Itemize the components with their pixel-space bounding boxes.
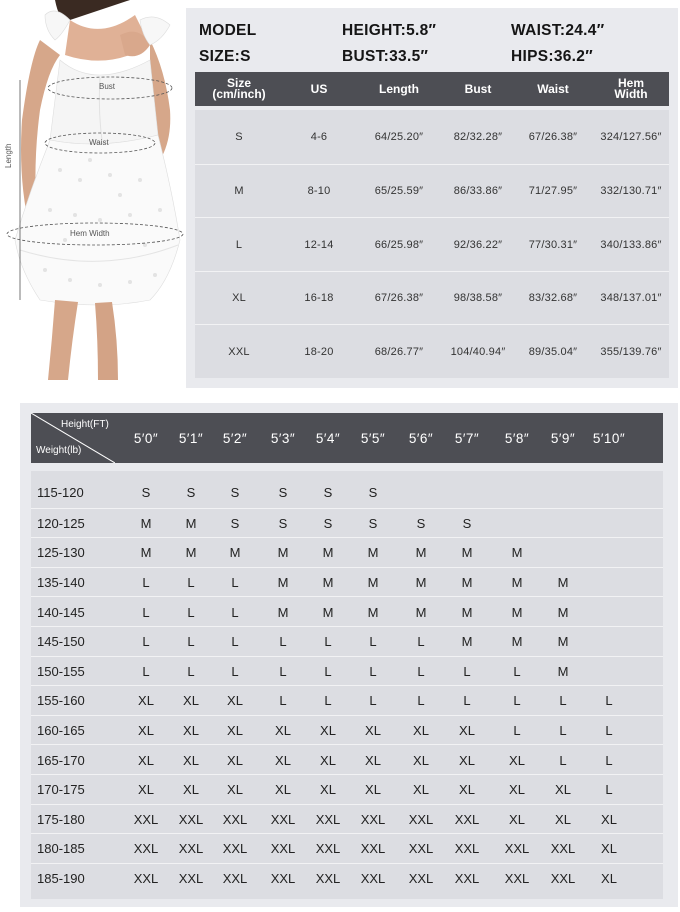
height-header-cell: 5′9″ <box>550 430 576 446</box>
recommended-size-cell <box>586 568 632 598</box>
recommended-size-cell: XL <box>138 693 154 709</box>
recommended-size-cell: L <box>605 782 613 798</box>
size-chart-row <box>195 324 669 377</box>
height-header-cell: 5′1″ <box>178 430 204 446</box>
recommended-size-cell: XXL <box>504 841 530 857</box>
recommended-size-cell: L <box>187 575 195 591</box>
recommended-size-cell: M <box>367 545 379 561</box>
recommended-size-cell: XL <box>509 782 525 798</box>
recommended-size-cell: XL <box>509 811 525 827</box>
model-hips: HIPS:36.2″ <box>511 48 593 65</box>
size-chart-cell: 98/38.58″ <box>453 292 503 304</box>
model-size: SIZE:S <box>199 48 251 65</box>
model-label: MODEL <box>199 22 257 39</box>
recommended-size-cell: XL <box>320 782 336 798</box>
recommended-size-cell: XL <box>138 752 154 768</box>
size-chart-cell: 83/32.68″ <box>528 292 578 304</box>
recommended-size-cell: XXL <box>133 811 159 827</box>
size-chart-cell: 67/26.38″ <box>528 130 578 143</box>
recommended-size-cell: M <box>415 575 427 591</box>
recommended-size-cell: XXL <box>550 841 576 857</box>
recommended-size-cell: L <box>279 634 287 650</box>
recommended-size-cell <box>540 478 586 508</box>
recommended-size-cell: M <box>461 604 473 620</box>
height-header-cell: 5′2″ <box>222 430 248 446</box>
size-chart-cell: 8-10 <box>307 185 331 197</box>
recommended-size-cell: L <box>417 663 425 679</box>
recommended-size-cell: M <box>557 634 569 650</box>
weight-range-cell: 135-140 <box>37 575 85 591</box>
size-chart-header <box>195 72 669 106</box>
size-chart-row <box>195 110 669 163</box>
recommended-size-cell: XXL <box>454 871 480 887</box>
recommended-size-cell: L <box>559 723 567 739</box>
height-axis-label: Height(FT) <box>61 419 109 430</box>
recommended-size-cell: XXL <box>408 871 434 887</box>
recommended-size-cell <box>398 478 444 508</box>
weight-axis-label: Weight(lb) <box>36 445 82 456</box>
recommendation-row <box>31 478 663 508</box>
model-photo <box>0 0 186 382</box>
recommended-size-cell: XL <box>413 782 429 798</box>
recommended-size-cell: L <box>187 634 195 650</box>
hem-measure-label: Hem Width <box>70 229 110 238</box>
recommendation-row <box>31 863 663 893</box>
recommended-size-cell: M <box>277 575 289 591</box>
recommended-size-cell: L <box>231 575 239 591</box>
recommended-size-cell: XL <box>183 723 199 739</box>
recommended-size-cell: XXL <box>222 841 248 857</box>
length-measure-label: Length <box>4 143 13 168</box>
recommended-size-cell: L <box>142 634 150 650</box>
recommendation-row <box>31 596 663 626</box>
weight-range-cell: 155-160 <box>37 693 85 709</box>
recommendation-row <box>31 567 663 597</box>
size-chart-cell: 92/36.22″ <box>453 238 503 251</box>
size-chart-cell: 77/30.31″ <box>528 238 578 251</box>
recommendation-row <box>31 626 663 656</box>
recommended-size-cell <box>540 538 586 568</box>
recommended-size-cell: XXL <box>315 871 341 887</box>
recommended-size-cell: XL <box>555 782 571 798</box>
height-header-cell: 5′0″ <box>133 430 159 446</box>
recommended-size-cell: M <box>185 545 197 561</box>
recommended-size-cell: M <box>511 545 523 561</box>
size-chart-cell: 340/133.86″ <box>600 238 662 251</box>
recommended-size-cell: XXL <box>178 841 204 857</box>
recommended-size-cell: XL <box>365 782 381 798</box>
size-chart-cell: L <box>235 238 243 251</box>
recommended-size-cell: S <box>278 485 288 501</box>
recommended-size-cell: L <box>605 723 613 739</box>
recommended-size-cell: XXL <box>315 811 341 827</box>
recommended-size-cell: M <box>322 604 334 620</box>
recommendation-row <box>31 656 663 686</box>
size-chart-cell: 355/139.76″ <box>600 345 662 358</box>
size-chart-cell: 71/27.95″ <box>528 185 578 197</box>
recommended-size-cell: S <box>278 515 288 531</box>
recommended-size-cell <box>586 538 632 568</box>
recommended-size-cell: L <box>463 693 471 709</box>
recommended-size-cell <box>586 478 632 508</box>
recommended-size-cell: XL <box>601 871 617 887</box>
weight-range-cell: 145-150 <box>37 634 85 650</box>
weight-range-cell: 115-120 <box>37 485 84 501</box>
recommendation-row <box>31 685 663 715</box>
recommended-size-cell: L <box>142 604 150 620</box>
recommended-size-cell: XXL <box>270 811 296 827</box>
recommendation-row <box>31 804 663 834</box>
weight-range-cell: 180-185 <box>37 841 85 857</box>
size-chart-cell: 66/25.98″ <box>374 238 424 251</box>
recommended-size-cell: L <box>513 663 521 679</box>
recommended-size-cell: L <box>142 575 150 591</box>
size-chart-row <box>195 164 669 217</box>
size-chart-header-cell: Bust <box>464 81 492 96</box>
recommended-size-cell: XXL <box>360 811 386 827</box>
recommended-size-cell: L <box>463 663 471 679</box>
recommended-size-cell: XL <box>227 723 243 739</box>
recommended-size-cell: XL <box>601 841 617 857</box>
size-chart-cell: 89/35.04″ <box>528 345 578 358</box>
recommended-size-cell: S <box>323 515 333 531</box>
weight-range-cell: 140-145 <box>37 604 85 620</box>
recommended-size-cell: L <box>605 752 613 768</box>
recommended-size-cell: M <box>322 545 334 561</box>
recommended-size-cell: XL <box>275 752 291 768</box>
recommended-size-cell: M <box>557 604 569 620</box>
recommended-size-cell: XXL <box>178 811 204 827</box>
recommended-size-cell: XL <box>459 723 475 739</box>
recommended-size-cell: L <box>231 604 239 620</box>
size-chart-cell: 104/40.94″ <box>450 345 506 358</box>
recommended-size-cell <box>586 657 632 687</box>
recommended-size-cell: S <box>416 515 426 531</box>
recommended-size-cell: L <box>417 693 425 709</box>
weight-range-cell: 175-180 <box>37 811 85 827</box>
recommended-size-cell: XXL <box>360 841 386 857</box>
recommended-size-cell: L <box>324 634 332 650</box>
recommended-size-cell: XL <box>555 811 571 827</box>
recommended-size-cell: L <box>513 723 521 739</box>
recommended-size-cell: L <box>417 634 425 650</box>
recommended-size-cell <box>494 509 540 539</box>
size-chart-cell: 65/25.59″ <box>374 185 424 197</box>
recommended-size-cell: XXL <box>315 841 341 857</box>
recommended-size-cell: S <box>230 515 240 531</box>
recommended-size-cell: XL <box>413 752 429 768</box>
recommended-size-cell: M <box>140 545 152 561</box>
recommended-size-cell: M <box>322 575 334 591</box>
recommended-size-cell: XL <box>320 723 336 739</box>
recommended-size-cell: L <box>324 693 332 709</box>
height-header-cell: 5′4″ <box>315 430 341 446</box>
size-chart-cell: 332/130.71″ <box>600 185 662 197</box>
recommended-size-cell: XL <box>138 723 154 739</box>
weight-range-cell: 125-130 <box>37 545 85 561</box>
size-chart-cell: XL <box>232 292 246 304</box>
recommended-size-cell: M <box>511 575 523 591</box>
recommended-size-cell: XL <box>509 752 525 768</box>
recommended-size-cell: XL <box>183 782 199 798</box>
recommended-size-cell: L <box>369 634 377 650</box>
height-header-cell: 5′10″ <box>592 430 626 446</box>
size-chart-header-cell: Hem Width <box>614 76 648 101</box>
recommended-size-cell: XXL <box>408 811 434 827</box>
weight-range-cell: 170-175 <box>37 782 85 798</box>
recommended-size-cell: L <box>187 604 195 620</box>
weight-range-cell: 120-125 <box>37 515 85 531</box>
height-header-cell: 5′5″ <box>360 430 386 446</box>
size-chart-row <box>195 217 669 270</box>
recommended-size-cell: XXL <box>133 841 159 857</box>
recommended-size-cell: M <box>461 634 473 650</box>
recommended-size-cell: L <box>279 693 287 709</box>
size-chart-cell: 4-6 <box>310 130 328 143</box>
recommended-size-cell: S <box>230 485 240 501</box>
size-chart-header-cell: US <box>310 81 328 96</box>
recommended-size-cell: XXL <box>454 811 480 827</box>
recommended-size-cell: M <box>415 545 427 561</box>
recommended-size-cell <box>494 478 540 508</box>
recommended-size-cell: XXL <box>504 871 530 887</box>
height-header-cell: 5′3″ <box>270 430 296 446</box>
recommended-size-cell <box>444 478 490 508</box>
recommended-size-cell: XXL <box>222 871 248 887</box>
recommended-size-cell: S <box>368 515 378 531</box>
recommended-size-cell: L <box>559 693 567 709</box>
recommended-size-cell: XXL <box>178 871 204 887</box>
recommended-size-cell: L <box>513 693 521 709</box>
recommendation-row <box>31 744 663 774</box>
recommended-size-cell: M <box>277 604 289 620</box>
recommended-size-cell: L <box>142 663 150 679</box>
recommendation-row <box>31 833 663 863</box>
recommended-size-cell: M <box>511 634 523 650</box>
recommended-size-cell: S <box>462 515 472 531</box>
recommended-size-cell: S <box>186 485 196 501</box>
weight-range-cell: 160-165 <box>37 723 85 739</box>
recommended-size-cell: XXL <box>222 811 248 827</box>
recommended-size-cell: M <box>461 545 473 561</box>
recommended-size-cell: M <box>277 545 289 561</box>
weight-range-cell: 185-190 <box>37 871 85 887</box>
height-header-cell: 5′6″ <box>408 430 434 446</box>
size-chart-cell: 324/127.56″ <box>600 130 662 143</box>
model-waist: WAIST:24.4″ <box>511 22 605 39</box>
bust-measure-label: Bust <box>99 82 116 91</box>
recommended-size-cell: XL <box>183 752 199 768</box>
recommended-size-cell: S <box>368 485 378 501</box>
size-chart-cell: 348/137.01″ <box>600 292 662 304</box>
recommended-size-cell: XXL <box>550 871 576 887</box>
size-chart-cell: 64/25.20″ <box>374 130 424 143</box>
height-header-cell: 5′8″ <box>504 430 530 446</box>
size-chart-header-cell: Size (cm/inch) <box>212 76 266 101</box>
recommended-size-cell: XL <box>275 723 291 739</box>
recommended-size-cell <box>586 509 632 539</box>
recommended-size-cell: L <box>279 663 287 679</box>
recommended-size-cell: L <box>369 663 377 679</box>
recommended-size-cell: L <box>605 693 613 709</box>
recommended-size-cell: L <box>231 663 239 679</box>
size-chart-row <box>195 271 669 324</box>
size-chart-cell: 12-14 <box>304 238 334 251</box>
recommended-size-cell: M <box>415 604 427 620</box>
size-chart-cell: 67/26.38″ <box>374 292 424 304</box>
recommended-size-cell: M <box>511 604 523 620</box>
dress-illustration <box>0 0 186 382</box>
size-chart-cell: 86/33.86″ <box>453 185 503 197</box>
recommended-size-cell: M <box>229 545 241 561</box>
recommended-size-cell: XL <box>138 782 154 798</box>
size-chart-header-cell: Length <box>379 81 419 96</box>
recommendation-body <box>31 471 663 899</box>
recommended-size-cell: S <box>141 485 151 501</box>
recommendation-row <box>31 715 663 745</box>
weight-range-cell: 165-170 <box>37 752 85 768</box>
recommended-size-cell: M <box>367 604 379 620</box>
recommended-size-cell: L <box>231 634 239 650</box>
weight-range-cell: 150-155 <box>37 663 85 679</box>
size-chart-header-cell: Waist <box>537 81 569 96</box>
recommendation-row <box>31 774 663 804</box>
recommended-size-cell: L <box>324 663 332 679</box>
recommended-size-cell: S <box>323 485 333 501</box>
size-chart-cell: M <box>234 185 244 197</box>
waist-measure-label: Waist <box>89 138 109 147</box>
recommendation-row <box>31 508 663 538</box>
recommended-size-cell: M <box>557 575 569 591</box>
size-chart-cell: 68/26.77″ <box>374 345 424 358</box>
recommended-size-cell: M <box>140 515 152 531</box>
recommended-size-cell: XXL <box>408 841 434 857</box>
recommended-size-cell: XL <box>365 723 381 739</box>
recommendation-header <box>31 413 663 463</box>
size-chart-cell: XXL <box>228 345 250 358</box>
height-header-cell: 5′7″ <box>454 430 480 446</box>
recommended-size-cell: M <box>557 663 569 679</box>
recommended-size-cell: M <box>367 575 379 591</box>
recommended-size-cell: L <box>369 693 377 709</box>
recommended-size-cell <box>540 509 586 539</box>
recommended-size-cell: XXL <box>133 871 159 887</box>
recommended-size-cell: XXL <box>360 871 386 887</box>
recommended-size-cell: XL <box>275 782 291 798</box>
recommended-size-cell: XXL <box>270 841 296 857</box>
recommended-size-cell: XL <box>227 782 243 798</box>
recommended-size-cell: XL <box>365 752 381 768</box>
recommended-size-cell: XXL <box>454 841 480 857</box>
recommended-size-cell: M <box>185 515 197 531</box>
recommended-size-cell: XL <box>459 782 475 798</box>
size-chart-cell: 82/32.28″ <box>453 130 503 143</box>
model-height: HEIGHT:5.8″ <box>342 22 437 39</box>
recommended-size-cell: L <box>187 663 195 679</box>
recommended-size-cell: XL <box>459 752 475 768</box>
recommended-size-cell: XL <box>227 752 243 768</box>
recommended-size-cell: XL <box>320 752 336 768</box>
recommended-size-cell: XXL <box>270 871 296 887</box>
recommendation-row <box>31 537 663 567</box>
recommended-size-cell: XL <box>183 693 199 709</box>
size-chart-cell: S <box>235 130 243 143</box>
recommended-size-cell: XL <box>413 723 429 739</box>
recommended-size-cell: L <box>559 752 567 768</box>
recommended-size-cell <box>586 597 632 627</box>
recommended-size-cell: XL <box>227 693 243 709</box>
size-chart-body <box>195 110 669 378</box>
recommended-size-cell: M <box>461 575 473 591</box>
model-bust: BUST:33.5″ <box>342 48 429 65</box>
size-chart-cell: 16-18 <box>304 292 334 304</box>
recommended-size-cell: XL <box>601 811 617 827</box>
size-chart-cell: 18-20 <box>304 345 334 358</box>
recommended-size-cell <box>586 627 632 657</box>
